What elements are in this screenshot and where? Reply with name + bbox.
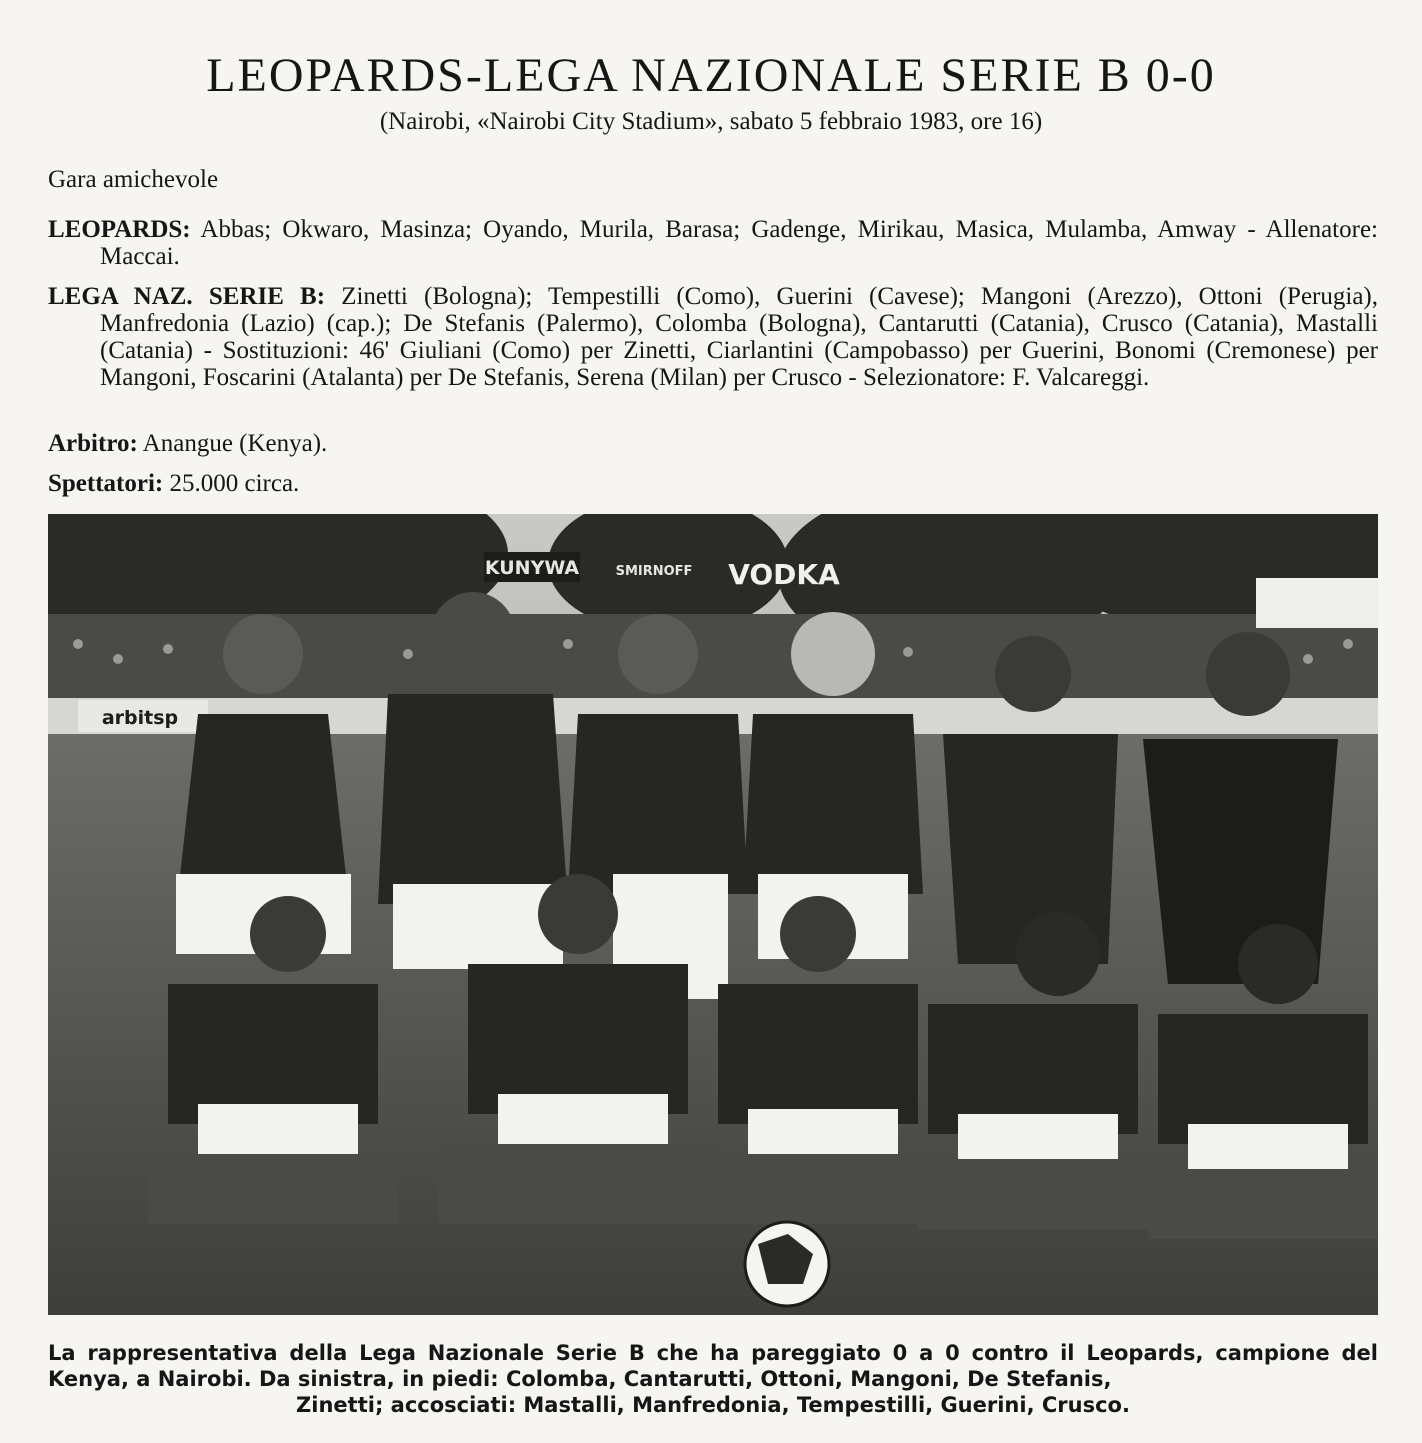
- spectators-count: 25.000 circa.: [163, 470, 300, 497]
- spectators-line: [48, 470, 1378, 498]
- leopards-label: LEOPARDS:: [48, 216, 191, 243]
- sign-kunywa-text: KUNYWA: [484, 557, 580, 579]
- board-text: arbitsp: [101, 707, 179, 729]
- match-title: LEOPARDS-LEGA NAZIONALE SERIE B 0-0: [206, 49, 1216, 102]
- caption-last-line: Zinetti; accosciati: Mastalli, Manfredonia, Tempestilli, Guerini, Crusco.: [296, 1393, 1130, 1417]
- referee-line: [48, 430, 1378, 458]
- caption-text: La rappresentativa della Lega Nazionale Serie B che ha pareggiato 0 a 0 contro il Leopards, campione del Kenya, a Nairobi. Da sinistra, in piedi: Colomba, Cantarutti, Ottoni, Mangoni, De Stefanis,: [48, 1341, 1378, 1391]
- team-photo: [48, 514, 1378, 1315]
- referee-name: Anangue (Kenya).: [137, 430, 328, 457]
- match-subtitle: (Nairobi, «Nairobi City Stadium», sabato 5 febbraio 1983, ore 16): [379, 108, 1043, 135]
- referee-label: Arbitro:: [48, 430, 138, 457]
- spectators-label: Spettatori:: [48, 470, 164, 497]
- football: [745, 1222, 829, 1306]
- photo-caption: [48, 1340, 1378, 1418]
- leopards-lineup: [48, 216, 1378, 270]
- team-photo-illustration: [48, 514, 1378, 1315]
- scoreboard-sign: [1256, 578, 1378, 628]
- lega-label: LEGA NAZ. SERIE B:: [48, 283, 326, 310]
- sign-smirnoff-text: SMIRNOFF: [615, 564, 693, 579]
- sign-vodka-text: VODKA: [728, 558, 840, 591]
- lega-players: Zinetti (Bologna); Tempestilli (Como), Guerini (Cavese); Mangoni (Arezzo), Ottoni (Perugia), Manfredonia (Lazio) (cap.); De Stefanis (Palermo), Colomba (Bologna), Cantarutti (Catania), Crusco (Catania), Mastalli (Catania) - Sostituzioni: 46' Giuliani (Como) per Zinetti, Ciarlantini (Campobasso) per Guerini, Bonomi (Cremonese) per Mangoni, Foscarini (Atalanta) per De Stefanis, Serena (Milan) per Crusco - Selezionatore: F. Valcareggi.: [100, 283, 1379, 391]
- leopards-players: Abbas; Okwaro, Masinza; Oyando, Murila, Barasa; Gadenge, Mirikau, Masica, Mulamba, Amway - Allenatore: Maccai.: [100, 216, 1378, 270]
- match-kind: Gara amichevole: [48, 166, 219, 193]
- lega-lineup: [48, 283, 1378, 391]
